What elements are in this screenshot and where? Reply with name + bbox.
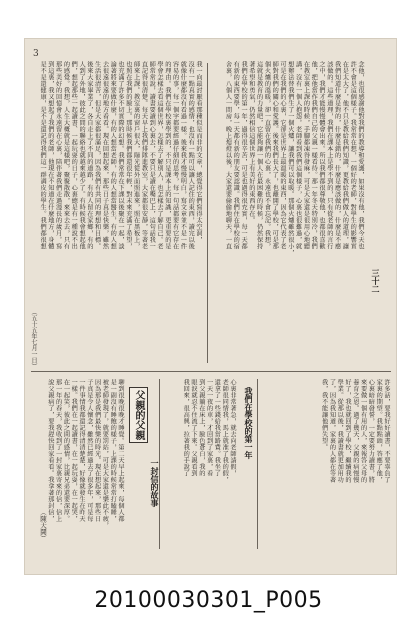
text-column: 就像什麼都沒有看過一樣。後來我才慢慢明白，寫文章並不是一件 [179,61,187,250]
text-column: 了，因為我知道，家裏的人都在等著 [328,379,336,483]
text-column: 到這裏，我又想起了我們的老師，他現在不知道在什麼地方，身體 [46,61,54,250]
text-column: 學會怎樣去看這個世界，怎樣去了解別人，也怎樣去了解自己。老 [156,61,164,250]
text-column: 我們在學校的第一年，過得很辛苦，可是也過得很充實，每一天都 [240,61,248,250]
text-column: 一件事情我都還記得清清楚楚，好像就發生在昨天 [78,379,86,522]
text-column: 那一年的春天，我收到了一封家裏寄來的信，信上 [54,379,62,522]
text-column: 心裏暗暗發誓，一定要努力讀書，將 [367,379,375,483]
text-column: 著希望和勇氣，仍然相信這個世界上有美好的東西存在。 [247,61,255,224]
text-column: 在是太大了，他不只是教給我們知識，更教給我們做人的道理，讓 [341,61,349,250]
text-block-top-left [33,61,201,366]
text-column: 還拿了一些錢給我當路費。我坐了 [213,379,221,477]
text-column: 說父親病了，要我趕快回家看看。我拿著那封信， [46,379,54,522]
text-column: 舍裏，八個人一間房，晚上熄燈以後，大家還要偷偷地聊天，一直 [224,61,232,250]
text-column: 論著將來要做什麼，有的人想當老師，有的人想當醫生，有的人想 [109,61,117,250]
text-column: 子真是令人懷念，雖然已經過去了很多年，可是每 [85,379,93,522]
text-column: 一樣。我們在一起讀書，在一起玩耍，在一起哭， [70,379,78,522]
text-column: 聊到很晚很晚才睡覺。第二天早上起來，每個人都 [117,379,124,522]
text-block-top-right [213,61,363,366]
text-column: 沒有一點真實的感情，也沒有一點可以讓人記住的東西，讀完以後 [187,61,195,250]
bottom-heading-left: 一封信的故事 [150,459,159,507]
text-column: 師來上課。教室裏的窗戶很大，陽光從外面照進來，照在黑板上， [132,61,140,250]
text-column: 被老師發現了，就要罰站，可是大家還是樂此不疲， [101,379,109,529]
text-column: 這就是教育的力量吧，它能夠讓一個人在最困難的時候，仍然保持 [255,61,263,250]
text-column: 們，想起那些一起讀書、一起玩耍的日子，心裏總是有一種說不出 [70,61,78,250]
text-column: 許不會是這個樣子。我常常在想，一個好的老師，對學生的影響實 [349,61,357,250]
text-block-bottom-middle [165,379,235,549]
scanned-page [24,38,397,575]
author-signature: （陳天鬪） [39,509,47,542]
text-column: 好了，我也就回到了學校，繼續我的 [344,379,352,483]
text-column: 心裏非常著急，就去向老師請假， [229,379,236,477]
text-column: 我一向最討厭看那種似是而非的文章，總覺得它們寫得太空洞， [195,61,202,243]
text-column: 一天一夜的車，才回到了家裏，看 [205,379,213,477]
bottom-heading-right: 我們在學校的第一年 [244,387,253,459]
text-column: 該做的。這些道理，我們在課本上是學不到的，只有從老師的言行 [325,61,333,250]
text-column: 養育之恩。過了幾天，父親的病慢慢 [351,379,359,483]
text-column: 是不是還健康，是不是還記得我們這一群調皮的學生。我們都很想 [39,61,47,250]
text-column: 他，把他當作我們自己的父親一樣看待。那一年冬天特別冷，我們 [310,61,318,250]
column-divider [159,379,160,549]
text-column: 之中，我們才能慢慢體會出來。所以我們都很尊敬他，也都很喜歡 [318,61,326,250]
text-column: 許多話，要我好好讀書，不要辜負了 [383,379,390,483]
text-column: 講，沒有一個人抱怨。老師看到我們這個樣子，心裏也很難過，就 [294,61,302,250]
text-column: 後來大家畢業了，各自走上了不同的道路，有的人留在家鄉，有的 [85,61,93,250]
text-column: 的感覺。我想，人生大概就是這樣吧，聚聚散散，來來去去，只有 [62,61,70,250]
text-column: 在一起笑，彼此之間的感情，比親兄弟還要深厚。 [62,379,70,522]
text-column: 老師很同情我，馬上就准了我的假， [221,379,229,483]
date-note: （五十五年七月一日） [30,309,37,369]
text-column: 想辦法替我們生了一個火爐，讓我們可以取暖。那個火爐雖然很小， [286,61,294,256]
text-column: 我，我不能讓他們失望。 [320,379,328,451]
text-column: 學業。從那以後，我讀書就更加用功 [336,379,344,483]
text-column: 容易的事，每一個字都要經過仔細的思考，每一句話都要有它存在 [171,61,179,250]
boxed-heading: 父親的父親 [129,387,148,443]
text-column: 師常常說，讀書要讀到心裏去，不要只是讀在嘴巴上，這句話我一 [148,61,156,250]
text-column: 去很遠很遠的地方看看。現在回想起來，那些日子真是快樂，雖然 [101,61,109,250]
text-column: 可是在我們的心裏，它卻是世界上最溫暖的東西，因為它代表了老 [279,61,287,250]
text-column: 有新的東西要學，每一天都有新的朋友要認識。我們住在學校的宿 [232,61,240,250]
text-column: 個火爐的溫暖，卻一直留在我們的心裏，永遠也不會忘記。我想， [263,61,271,250]
text-column: 是一副沒有睡飽的樣子，上課的時候常常打瞌睡， [109,379,117,522]
text-column: 也照在我們的臉上。那時候我們都還很年輕，對未來充滿了希望， [124,61,132,250]
image-caption: 20100030301_P005 [94,588,323,613]
text-block-bottom-right [263,379,389,549]
text-column: 的理由。我們在學校裏學到的，不只是課本上的知識，更重要的是 [163,61,171,250]
text-column: 師對我們的關心和愛護。後來我們長大了，也離開了學校，可是那 [271,61,279,250]
text-column: 家裏的期望。我點點頭，答應了他， [375,379,383,483]
page-number: 3 [33,49,39,59]
text-column: 生活很清苦，但是大家都很滿足，因為我們有共同的理想和目標。 [93,61,101,250]
column-divider [257,379,258,549]
text-column: 來要做一個有用的人，來報答父母的 [359,379,367,483]
text-column: 直記得很清楚。每天早上我們排隊進教室，大家都很安靜，等著老 [140,61,148,250]
text-column: 也充滿了許多不切實際的幻想。我們常常在下課以後聚在一起，談 [117,61,125,250]
text-column: 我們知道什麼是對的，什麼是錯的，什麼是應該做的，什麼是不應 [333,61,341,250]
section-divider [31,371,391,372]
text-column: 我回來，很高興，拉著我的手說了 [182,379,190,477]
column-divider [207,63,208,363]
inset-heading: 三十二 [371,269,380,293]
text-column: 念他，也很感謝他對我們的教導和愛護，如果沒有他，我們今天也 [357,61,364,250]
text-column: 那些美好的回憶會永遠留在心裏，陪伴著我們走過漫長的歲月。寫 [54,61,62,250]
text-column: 眼淚就忍不住流了下來。父親看到 [190,379,198,477]
text-column: 到父親躺在床上，臉色蒼白，我的 [197,379,205,477]
text-column: 人到了外地，彼此之間的聯絡也就越來越少了。有時候我會想起他 [78,61,86,250]
text-column: 因為那是我們最快樂的時光。現在想起來，那些日 [93,379,101,522]
text-column: 在教室裏上課的時候，手腳都凍得發麻，可是大家還是很用心地聽 [302,61,310,250]
